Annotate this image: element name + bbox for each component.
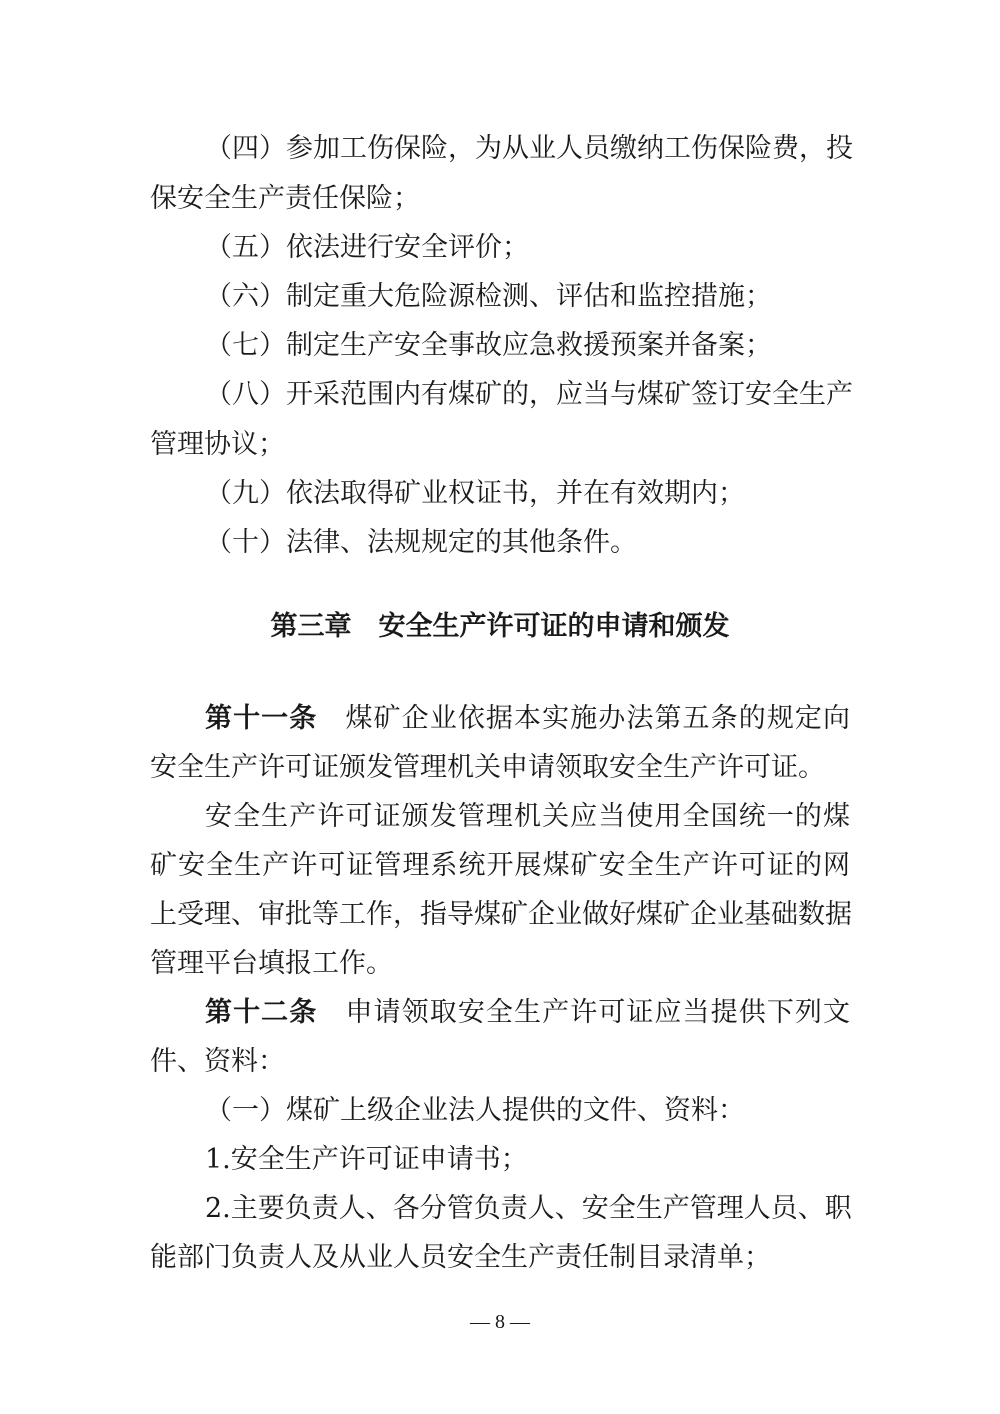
text-line: （四）参加工伤保险，为从业人员缴纳工伤保险费，投 — [205, 133, 853, 164]
list-item: 1.安全生产许可证申请书； — [205, 1144, 528, 1175]
text-line: 保安全生产责任保险； — [150, 183, 420, 214]
text-line: 件、资料： — [150, 1046, 285, 1077]
article-12-line — [205, 995, 850, 1031]
chapter-heading: 第三章 安全生产许可证的申请和颁发 — [270, 611, 730, 642]
article-12-text: 申请领取安全生产许可证应当提供下列文 — [317, 997, 851, 1028]
text-line: 安全生产许可证颁发管理机关应当使用全国统一的煤 — [205, 801, 850, 832]
text-line: （十）法律、法规规定的其他条件。 — [205, 527, 637, 558]
text-line: （九）依法取得矿业权证书，并在有效期内； — [205, 478, 745, 509]
article-11-text: 煤矿企业依据本实施办法第五条的规定向 — [317, 703, 851, 734]
text-line: 管理协议； — [150, 429, 285, 460]
text-line: （五）依法进行安全评价； — [205, 232, 529, 263]
text-line: （七）制定生产安全事故应急救援预案并备案； — [205, 330, 772, 361]
text-line: 上受理、审批等工作，指导煤矿企业做好煤矿企业基础数据 — [150, 899, 852, 930]
list-item: 2.主要负责人、各分管负责人、安全生产管理人员、职 — [205, 1193, 852, 1224]
article-11-line — [205, 701, 850, 737]
list-item: 能部门负责人及从业人员安全生产责任制目录清单； — [150, 1242, 771, 1273]
text-line: （六）制定重大危险源检测、评估和监控措施； — [205, 281, 772, 312]
page-number: — 8 — — [470, 1311, 530, 1333]
text-line: 矿安全生产许可证管理系统开展煤矿安全生产许可证的网 — [150, 850, 850, 881]
article-11-label: 第十一条 — [205, 703, 318, 734]
article-12-label: 第十二条 — [205, 997, 318, 1028]
text-line: （八）开采范围内有煤矿的，应当与煤矿签订安全生产 — [205, 379, 853, 410]
text-line: 安全生产许可证颁发管理机关申请领取安全生产许可证。 — [150, 752, 825, 783]
text-line: 管理平台填报工作。 — [150, 948, 393, 979]
list-item: （一）煤矿上级企业法人提供的文件、资料： — [205, 1095, 745, 1126]
